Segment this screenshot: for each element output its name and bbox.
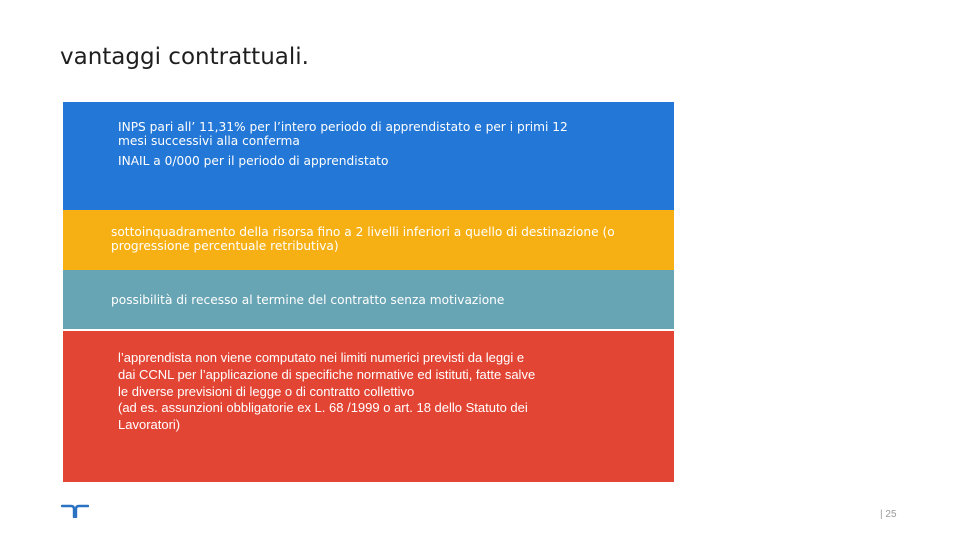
teal-line-1: possibilità di recesso al termine del contratto senza motivazione [111, 293, 505, 307]
red-line-5: Lavoratori) [118, 417, 181, 433]
inps-inail-block [63, 102, 674, 210]
blue-line-3: INAIL a 0/000 per il periodo di apprendistato [118, 154, 389, 168]
red-line-1: l’apprendista non viene computato nei limiti numerici previsti da leggi e [118, 350, 525, 365]
blue-line-1: INPS pari all’ 11,31% per l’intero periodo di apprendistato e per i primi 12 [118, 120, 568, 134]
sottoinquadramento-block [63, 210, 674, 270]
slide-title: vantaggi contrattuali. [60, 44, 309, 70]
red-line-4: (ad es. assunzioni obbligatorie ex L. 68 /1999 o art. 18 dello Statuto dei [118, 400, 528, 416]
blue-line-2: mesi successivi alla conferma [118, 134, 300, 148]
red-line-2: dai CCNL per l’applicazione di specifiche normative ed istituti, fatte salve [118, 366, 536, 382]
red-line-3: le diverse previsioni di legge o di contratto collettivo [118, 383, 415, 399]
brand-logo-icon [61, 504, 89, 518]
computo-block [63, 331, 674, 482]
page-number: | 25 [880, 509, 897, 520]
yellow-line-1: sottoinquadramento della risorsa fino a 2 livelli inferiori a quello di destinazione (o [111, 225, 615, 239]
yellow-line-2: progressione percentuale retributiva) [111, 239, 339, 253]
recesso-block [63, 270, 674, 329]
